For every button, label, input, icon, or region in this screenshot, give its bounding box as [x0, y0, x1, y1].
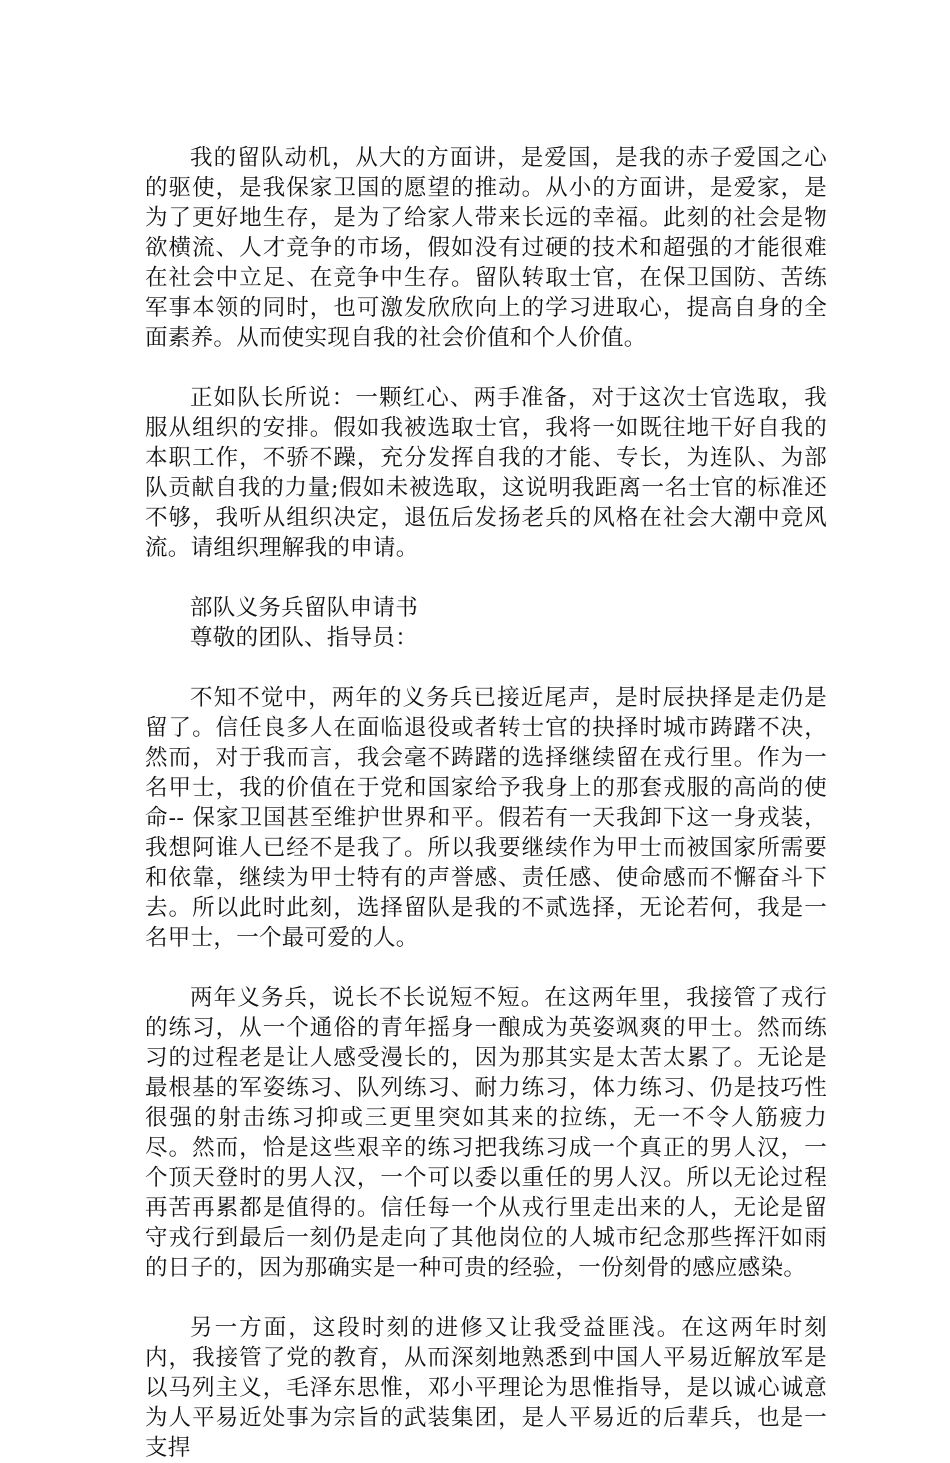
paragraph-obedience: 正如队长所说：一颗红心、两手准备，对于这次士官选取，我服从组织的安排。假如我被选取士官，我将一如既往地干好自我的本职工作，不骄不躁，充分发挥自我的才能、专长，为连队、为部队贡献自我的力量;假如未被选取，这说明我距离一名士官的标准还不够，我听从组织决定，退伍后发扬老兵的风格在社会大潮中竞风流。请组织理解我的申请。	[145, 385, 827, 561]
salutation: 尊敬的团队、指导员：	[190, 625, 419, 651]
paragraph-motivation: 我的留队动机，从大的方面讲，是爱国，是我的赤子爱国之心的驱使，是我保家卫国的愿望的推动。从小的方面讲，是爱家，是为了更好地生存，是为了给家人带来长远的幸福。此刻的社会是物欲横流、人才竞争的市场，假如没有过硬的技术和超强的才能很难在社会中立足、在竞争中生存。留队转取士官，在保卫国防、苦练军事本领的同时，也可激发欣欣向上的学习进取心，提高自身的全面素养。从而使实现自我的社会价值和个人价值。	[145, 145, 827, 351]
paragraph-spacer	[145, 563, 827, 593]
document-body	[145, 143, 827, 1463]
paragraph-spacer	[145, 1283, 827, 1313]
paragraph-training: 两年义务兵，说长不长说短不短。在这两年里，我接管了戎行的练习，从一个通俗的青年摇身一酿成为英姿飒爽的甲士。然而练习的过程老是让人感受漫长的，因为那其实是太苦太累了。无论是最根基的军姿练习、队列练习、耐力练习，体力练习、仍是技巧性很强的射击练习抑或三更里突如其来的拉练，无一不令人筋疲力尽。然而，恰是这些艰辛的练习把我练习成一个真正的男人汉，一个顶天登时的男人汉，一个可以委以重任的男人汉。所以无论过程再苦再累都是值得的。信任每一个从戎行里走出来的人，无论是留守戎行到最后一刻仍是走向了其他岗位的人城市纪念那些挥汗如雨的日子的，因为那确实是一种可贵的经验，一份刻骨的感应感染。	[145, 985, 827, 1281]
paragraph-spacer	[145, 953, 827, 983]
paragraph-education: 另一方面，这段时刻的进修又让我受益匪浅。在这两年时刻内，我接管了党的教育，从而深刻地熟悉到中国人平易近解放军是以马列主义，毛泽东思惟，邓小平理论为思惟指导，是以诚心诚意为人平易近处事为宗旨的武装集团，是人平易近的后辈兵，也是一支捍	[145, 1315, 827, 1461]
document-heading: 部队义务兵留队申请书	[190, 595, 419, 621]
paragraph-spacer	[145, 353, 827, 383]
paragraph-spacer	[145, 653, 827, 683]
paragraph-decision: 不知不觉中，两年的义务兵已接近尾声，是时辰抉择是走仍是留了。信任良多人在面临退役或者转士官的抉择时城市踌躇不决，然而，对于我而言，我会毫不踌躇的选择继续留在戎行里。作为一名甲士，我的价值在于党和国家给予我身上的那套戎服的高尚的使命-- 保家卫国甚至维护世界和平。假若有一天我卸下这一身戎装，我想阿谁人已经不是我了。所以我要继续作为甲士而被国家所需要和依靠，继续为甲士特有的声誉感、责任感、使命感而不懈奋斗下去。所以此时此刻，选择留队是我的不贰选择，无论若何，我是一名甲士，一个最可爱的人。	[145, 685, 827, 951]
